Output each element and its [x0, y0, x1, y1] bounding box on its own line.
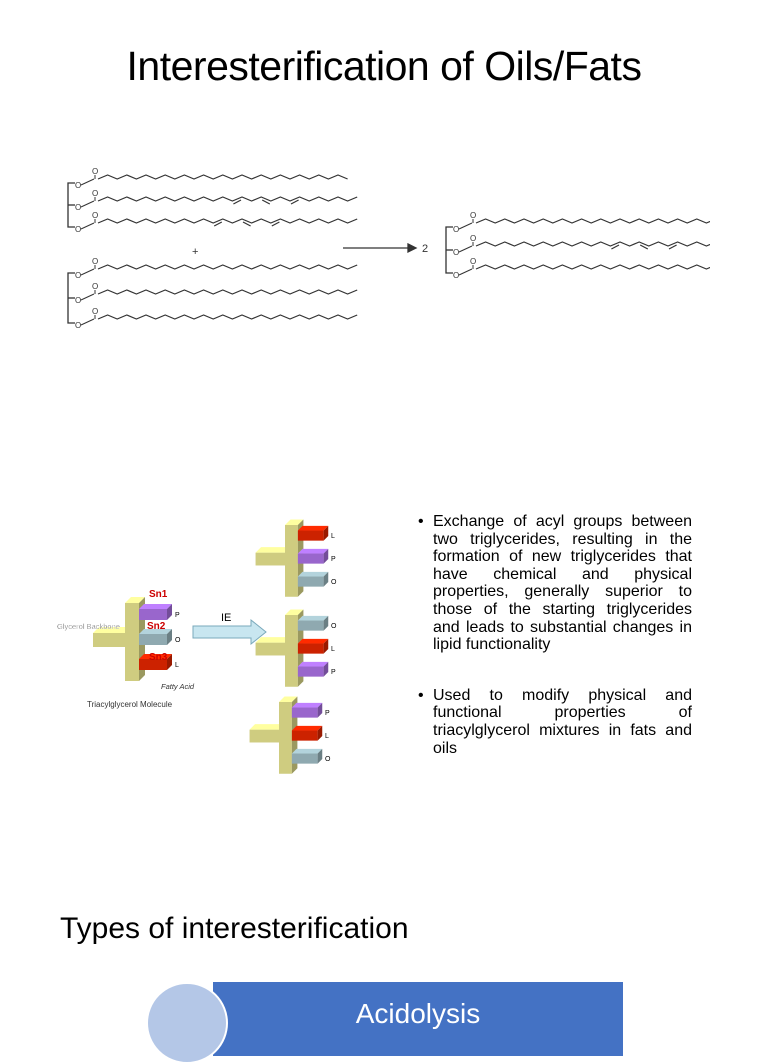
fatty-acid-block	[298, 549, 328, 564]
fatty-acid-block	[292, 726, 322, 741]
sn2-label: Sn2	[147, 621, 166, 632]
interesterification-block-diagram	[55, 505, 355, 775]
svg-text:O: O	[75, 225, 82, 234]
ester-group	[453, 257, 476, 280]
bullet-item: • Used to modify physical and functional properties of triacylglycerol mixtures in fats and oils	[418, 687, 692, 757]
product-triacylglycerol	[256, 519, 337, 596]
fatty-acid-block	[298, 572, 328, 587]
chain-letter-label: L	[325, 732, 329, 740]
chain-letter-label: L	[175, 662, 179, 669]
svg-text:O: O	[470, 234, 477, 243]
chain-letter-label: P	[331, 668, 336, 676]
page-title: Interesterification of Oils/Fats	[126, 43, 642, 89]
ester-group	[453, 234, 476, 257]
molecule-label: Triacylglycerol Molecule	[87, 700, 173, 709]
chain-letter-label: O	[331, 578, 337, 586]
fatty-acid-label: Fatty Acid	[161, 682, 195, 691]
svg-text:O: O	[453, 248, 460, 257]
chain-letter-label: O	[331, 622, 337, 630]
fatty-acid-block	[292, 703, 322, 718]
svg-text:O: O	[75, 181, 82, 190]
fatty-acid-block	[292, 749, 322, 764]
chain-letter-label: P	[325, 709, 330, 717]
fatty-acid-chain	[98, 290, 357, 294]
fatty-acid-block	[298, 526, 328, 541]
svg-text:O: O	[470, 211, 477, 220]
chain-letter-label: P	[331, 555, 336, 563]
fatty-acid-block	[298, 616, 328, 631]
fatty-acid-block	[139, 604, 172, 620]
ester-group	[453, 211, 476, 234]
chain-letter-label: O	[325, 755, 331, 763]
fatty-acid-block	[298, 662, 328, 677]
fatty-acid-block	[298, 639, 328, 654]
ester-group	[75, 282, 98, 305]
svg-text:O: O	[453, 225, 460, 234]
fatty-acid-chain	[98, 197, 357, 201]
fatty-acid-chain	[98, 265, 357, 269]
chain-letter-label: P	[175, 612, 180, 619]
ester-group	[75, 307, 98, 330]
fatty-acid-chain	[476, 219, 710, 223]
fatty-acid-chain	[98, 175, 348, 179]
plus-sign: +	[192, 246, 199, 258]
ester-group	[75, 167, 98, 190]
svg-text:O: O	[75, 321, 82, 330]
ie-arrow-label: IE	[221, 612, 232, 624]
description-bullets	[418, 513, 692, 790]
svg-text:O: O	[92, 257, 99, 266]
type-acidolysis-marker	[146, 982, 228, 1064]
type-acidolysis-label: Acidolysis	[355, 998, 481, 1029]
svg-text:O: O	[92, 167, 99, 176]
sn1-label: Sn1	[149, 589, 168, 600]
svg-text:O: O	[75, 271, 82, 280]
svg-text:O: O	[75, 296, 82, 305]
svg-text:O: O	[92, 211, 99, 220]
svg-text:O: O	[92, 282, 99, 291]
fatty-acid-chain	[98, 219, 357, 223]
stoichiometric-coefficient: 2	[422, 243, 429, 255]
interesterification-reaction-scheme	[60, 155, 710, 335]
chain-letter-label: L	[331, 645, 335, 653]
svg-text:O: O	[75, 203, 82, 212]
product-triacylglycerol	[250, 696, 331, 773]
fatty-acid-chain	[98, 315, 357, 319]
svg-text:O: O	[470, 257, 477, 266]
bullet-item: • Exchange of acyl groups between two triglycerides, resulting in the formation of new triglycerides that have chemical and physical properties, generally superior to those of the starting triglycerides and leads to substantial changes in lipid functionality	[418, 513, 692, 654]
type-acidolysis-bar	[213, 982, 623, 1056]
original-triacylglycerol	[93, 597, 181, 681]
glycerol-backbone-label: Glycerol Backbone	[57, 622, 120, 631]
chain-letter-label: L	[331, 532, 335, 540]
ester-group	[75, 189, 98, 212]
svg-text:O: O	[453, 271, 460, 280]
svg-text:O: O	[92, 189, 99, 198]
ester-group	[75, 257, 98, 280]
types-heading: Types of interesterification	[60, 912, 409, 945]
product-triacylglycerol	[256, 609, 337, 686]
chain-letter-label: O	[175, 637, 181, 644]
sn3-label: Sn3	[149, 652, 168, 663]
svg-text:O: O	[92, 307, 99, 316]
fatty-acid-chain	[476, 265, 710, 269]
ester-group	[75, 211, 98, 234]
